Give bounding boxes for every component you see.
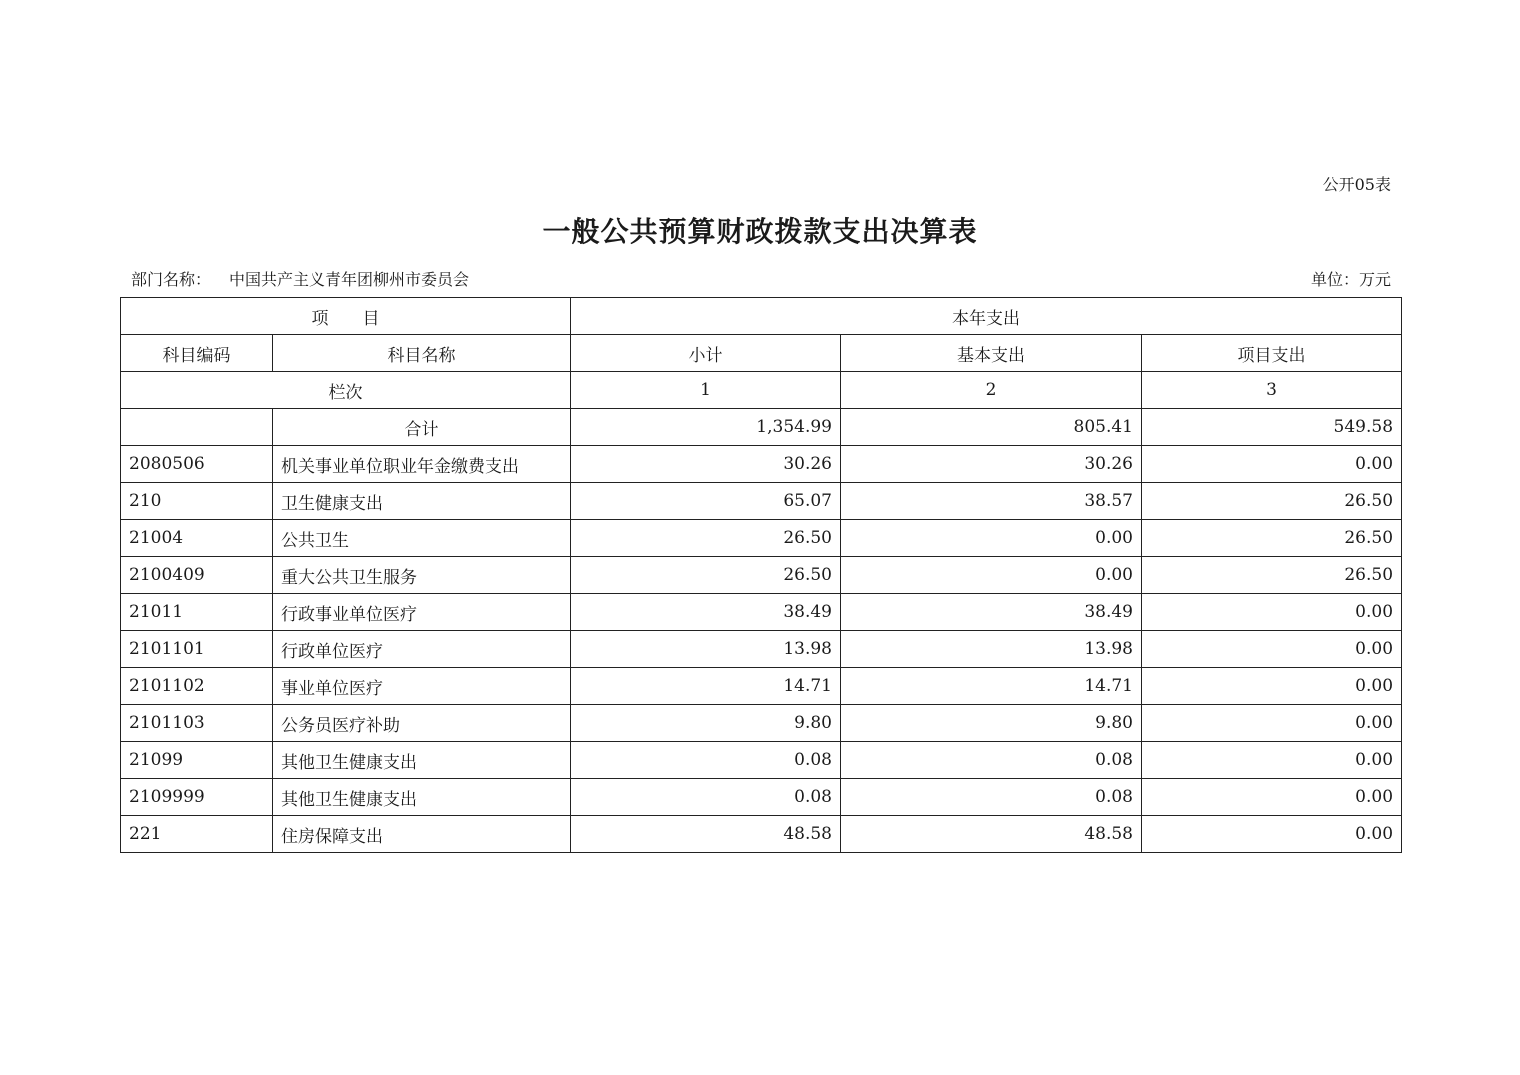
header-subtotal: 小计	[571, 335, 841, 372]
row-project: 0.00	[1142, 668, 1402, 705]
row-subtotal: 38.49	[571, 594, 841, 631]
column-index-3: 3	[1142, 372, 1402, 409]
row-basic: 0.00	[841, 520, 1142, 557]
row-project: 0.00	[1142, 742, 1402, 779]
table-row	[121, 594, 1402, 631]
row-project: 0.00	[1142, 631, 1402, 668]
total-subtotal: 1,354.99	[571, 409, 841, 446]
row-basic: 38.49	[841, 594, 1142, 631]
table-id: 公开05表	[1322, 175, 1391, 194]
expenditure-table	[120, 297, 1402, 853]
row-name: 卫生健康支出	[273, 483, 571, 520]
row-code: 2101101	[121, 631, 273, 668]
row-code: 210	[121, 483, 273, 520]
row-name: 其他卫生健康支出	[273, 779, 571, 816]
page-title: 一般公共预算财政拨款支出决算表	[542, 215, 978, 248]
row-basic: 0.00	[841, 557, 1142, 594]
row-code: 221	[121, 816, 273, 853]
row-project: 26.50	[1142, 520, 1402, 557]
row-code: 21099	[121, 742, 273, 779]
row-name: 事业单位医疗	[273, 668, 571, 705]
table-row	[121, 779, 1402, 816]
row-project: 0.00	[1142, 816, 1402, 853]
row-code: 21011	[121, 594, 273, 631]
row-code: 2101102	[121, 668, 273, 705]
row-project: 26.50	[1142, 483, 1402, 520]
table-row	[121, 446, 1402, 483]
table-row	[121, 483, 1402, 520]
column-index-label: 栏次	[121, 372, 571, 409]
row-basic: 13.98	[841, 631, 1142, 668]
header-annual-expense: 本年支出	[571, 298, 1402, 335]
row-basic: 0.08	[841, 742, 1142, 779]
department-line	[131, 267, 469, 290]
table-row	[121, 668, 1402, 705]
header-item: 项 目	[121, 298, 571, 335]
row-basic: 9.80	[841, 705, 1142, 742]
row-project: 0.00	[1142, 779, 1402, 816]
column-index-2: 2	[841, 372, 1142, 409]
row-name: 住房保障支出	[273, 816, 571, 853]
row-subtotal: 0.08	[571, 779, 841, 816]
row-name: 机关事业单位职业年金缴费支出	[273, 446, 571, 483]
total-code	[121, 409, 273, 446]
header-project: 项目支出	[1142, 335, 1402, 372]
unit-label: 单位：万元	[1310, 270, 1391, 289]
row-subtotal: 13.98	[571, 631, 841, 668]
table-row	[121, 742, 1402, 779]
table-row	[121, 705, 1402, 742]
row-basic: 14.71	[841, 668, 1142, 705]
table-row	[121, 816, 1402, 853]
table-row	[121, 631, 1402, 668]
row-subtotal: 48.58	[571, 816, 841, 853]
row-subtotal: 30.26	[571, 446, 841, 483]
row-name: 其他卫生健康支出	[273, 742, 571, 779]
row-code: 21004	[121, 520, 273, 557]
row-name: 行政单位医疗	[273, 631, 571, 668]
row-project: 0.00	[1142, 705, 1402, 742]
row-subtotal: 65.07	[571, 483, 841, 520]
row-project: 0.00	[1142, 594, 1402, 631]
department-label: 部门名称：	[131, 270, 212, 289]
row-subtotal: 14.71	[571, 668, 841, 705]
column-index-1: 1	[571, 372, 841, 409]
row-project: 0.00	[1142, 446, 1402, 483]
total-row	[121, 409, 1402, 446]
row-code: 2100409	[121, 557, 273, 594]
row-subtotal: 26.50	[571, 557, 841, 594]
total-project: 549.58	[1142, 409, 1402, 446]
table-row	[121, 557, 1402, 594]
row-basic: 48.58	[841, 816, 1142, 853]
row-code: 2101103	[121, 705, 273, 742]
header-basic: 基本支出	[841, 335, 1142, 372]
header-code: 科目编码	[121, 335, 273, 372]
table-row	[121, 520, 1402, 557]
row-subtotal: 0.08	[571, 742, 841, 779]
header-row-columns	[121, 335, 1402, 372]
column-index-row	[121, 372, 1402, 409]
header-name: 科目名称	[273, 335, 571, 372]
row-subtotal: 26.50	[571, 520, 841, 557]
department-name: 中国共产主义青年团柳州市委员会	[229, 270, 470, 289]
row-basic: 30.26	[841, 446, 1142, 483]
total-basic: 805.41	[841, 409, 1142, 446]
row-name: 重大公共卫生服务	[273, 557, 571, 594]
row-basic: 38.57	[841, 483, 1142, 520]
header-row-group	[121, 298, 1402, 335]
row-name: 公共卫生	[273, 520, 571, 557]
row-name: 行政事业单位医疗	[273, 594, 571, 631]
row-project: 26.50	[1142, 557, 1402, 594]
row-code: 2109999	[121, 779, 273, 816]
row-basic: 0.08	[841, 779, 1142, 816]
row-code: 2080506	[121, 446, 273, 483]
total-label: 合计	[273, 409, 571, 446]
row-name: 公务员医疗补助	[273, 705, 571, 742]
row-subtotal: 9.80	[571, 705, 841, 742]
